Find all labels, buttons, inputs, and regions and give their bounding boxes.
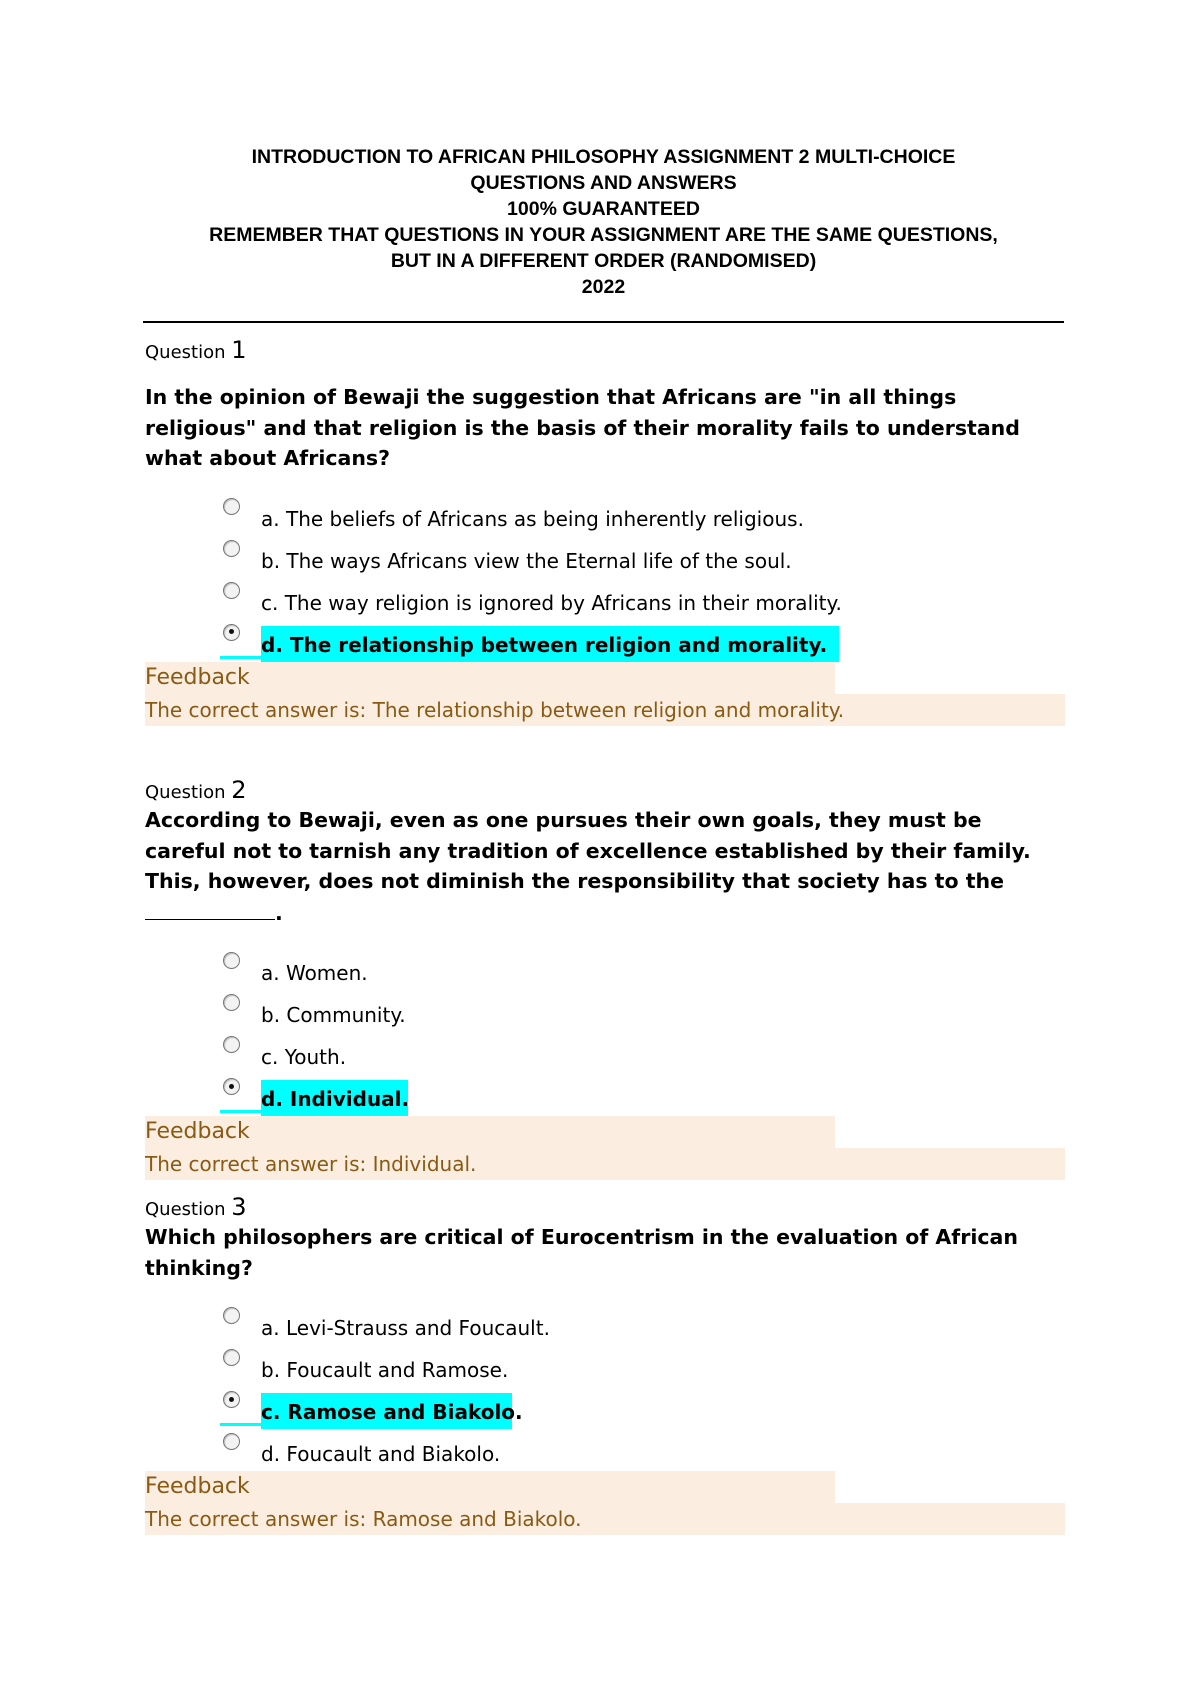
option-label: b. Community. — [261, 1003, 406, 1027]
radio-button[interactable] — [223, 540, 240, 557]
question-block-2 — [145, 775, 1065, 1180]
radio-button[interactable] — [223, 1307, 240, 1324]
question-label: Question — [145, 342, 226, 363]
feedback-text: The correct answer is: The relationship between religion and morality. — [145, 694, 1065, 726]
radio-button[interactable] — [223, 498, 240, 515]
option-label: b. Foucault and Ramose. — [261, 1358, 509, 1382]
document-header — [143, 144, 1064, 300]
option-label-selected: d. The relationship between religion and morality. — [261, 632, 828, 657]
radio-button-checked[interactable] — [223, 1391, 240, 1408]
question-text — [145, 805, 1065, 928]
feedback-text: The correct answer is: Ramose and Biakolo. — [145, 1503, 1065, 1535]
answer-options — [145, 948, 1065, 1116]
question-label: Question — [145, 1199, 226, 1220]
option-label: a. The beliefs of Africans as being inherently religious. — [261, 506, 804, 531]
option-label: a. Women. — [261, 961, 368, 985]
option-b[interactable] — [145, 536, 1065, 578]
question-number: 3 — [231, 1193, 247, 1221]
feedback-title: Feedback — [145, 1471, 835, 1503]
question-label: Question — [145, 782, 226, 803]
radio-button[interactable] — [223, 1349, 240, 1366]
header-line: INTRODUCTION TO AFRICAN PHILOSOPHY ASSIGNMENT 2 MULTI-CHOICE — [251, 146, 956, 168]
radio-button[interactable] — [223, 1036, 240, 1053]
option-d[interactable] — [145, 1429, 1065, 1471]
option-c[interactable] — [145, 578, 1065, 620]
question-heading — [145, 335, 1065, 365]
answer-highlight-underline — [220, 656, 262, 659]
answer-highlight-underline — [220, 1110, 262, 1113]
feedback-title: Feedback — [145, 1116, 835, 1148]
header-line: 2022 — [581, 276, 626, 298]
header-line: 100% GUARANTEED — [507, 198, 700, 220]
feedback-panel — [145, 1471, 1065, 1535]
option-label: c. Youth. — [261, 1045, 347, 1069]
radio-button[interactable] — [223, 582, 240, 599]
radio-button[interactable] — [223, 994, 240, 1011]
option-label: a. Levi-Strauss and Foucault. — [261, 1316, 550, 1340]
question-text: In the opinion of Bewaji the suggestion that Africans are "in all things religious" and that religion is the basis of their morality fails to understand what about Africans? — [145, 385, 1020, 470]
option-a[interactable] — [145, 494, 1065, 536]
option-b[interactable] — [145, 990, 1065, 1032]
feedback-title: Feedback — [145, 662, 835, 694]
radio-button-checked[interactable] — [223, 624, 240, 641]
question-number: 2 — [231, 776, 247, 804]
answer-highlight-underline — [220, 1423, 262, 1426]
question-text: Which philosophers are critical of Eurocentrism in the evaluation of African thinking? — [145, 1225, 1018, 1280]
answer-options — [145, 1303, 1065, 1471]
option-label: b. The ways Africans view the Eternal life of the soul. — [261, 548, 792, 573]
radio-button[interactable] — [223, 952, 240, 969]
radio-button[interactable] — [223, 1433, 240, 1450]
feedback-panel — [145, 662, 1065, 726]
header-line: REMEMBER THAT QUESTIONS IN YOUR ASSIGNMENT ARE THE SAME QUESTIONS, — [209, 224, 998, 246]
answer-options — [145, 494, 1065, 662]
question-text-body: According to Bewaji, even as one pursues their own goals, they must be careful not to tarnish any tradition of excellence established by their family. This, however, does not diminish the responsibility that society has to the — [145, 808, 1031, 893]
question-block-3 — [145, 1192, 1065, 1535]
header-divider — [143, 321, 1064, 323]
header-line: QUESTIONS AND ANSWERS — [470, 172, 737, 194]
question-text-end: . — [275, 900, 283, 925]
option-label: c. The way religion is ignored by Africans in their morality. — [261, 590, 842, 615]
option-c[interactable] — [145, 1032, 1065, 1074]
question-block-1 — [145, 335, 1065, 726]
feedback-panel — [145, 1116, 1065, 1180]
question-heading — [145, 1192, 1065, 1222]
radio-button-checked[interactable] — [223, 1078, 240, 1095]
option-c-selected[interactable] — [145, 1387, 1065, 1429]
question-number: 1 — [231, 336, 247, 364]
option-label-selected: c. Ramose and Biakolo. — [261, 1400, 523, 1424]
option-b[interactable] — [145, 1345, 1065, 1387]
option-d-selected[interactable] — [145, 1074, 1065, 1116]
option-a[interactable] — [145, 948, 1065, 990]
option-a[interactable] — [145, 1303, 1065, 1345]
question-heading — [145, 775, 1065, 805]
option-label-selected: d. Individual. — [261, 1087, 410, 1111]
header-line: BUT IN A DIFFERENT ORDER (RANDOMISED) — [390, 250, 817, 272]
fill-in-blank — [145, 897, 275, 920]
option-label: d. Foucault and Biakolo. — [261, 1442, 501, 1466]
option-d-selected[interactable] — [145, 620, 1065, 662]
feedback-text: The correct answer is: Individual. — [145, 1148, 1065, 1180]
